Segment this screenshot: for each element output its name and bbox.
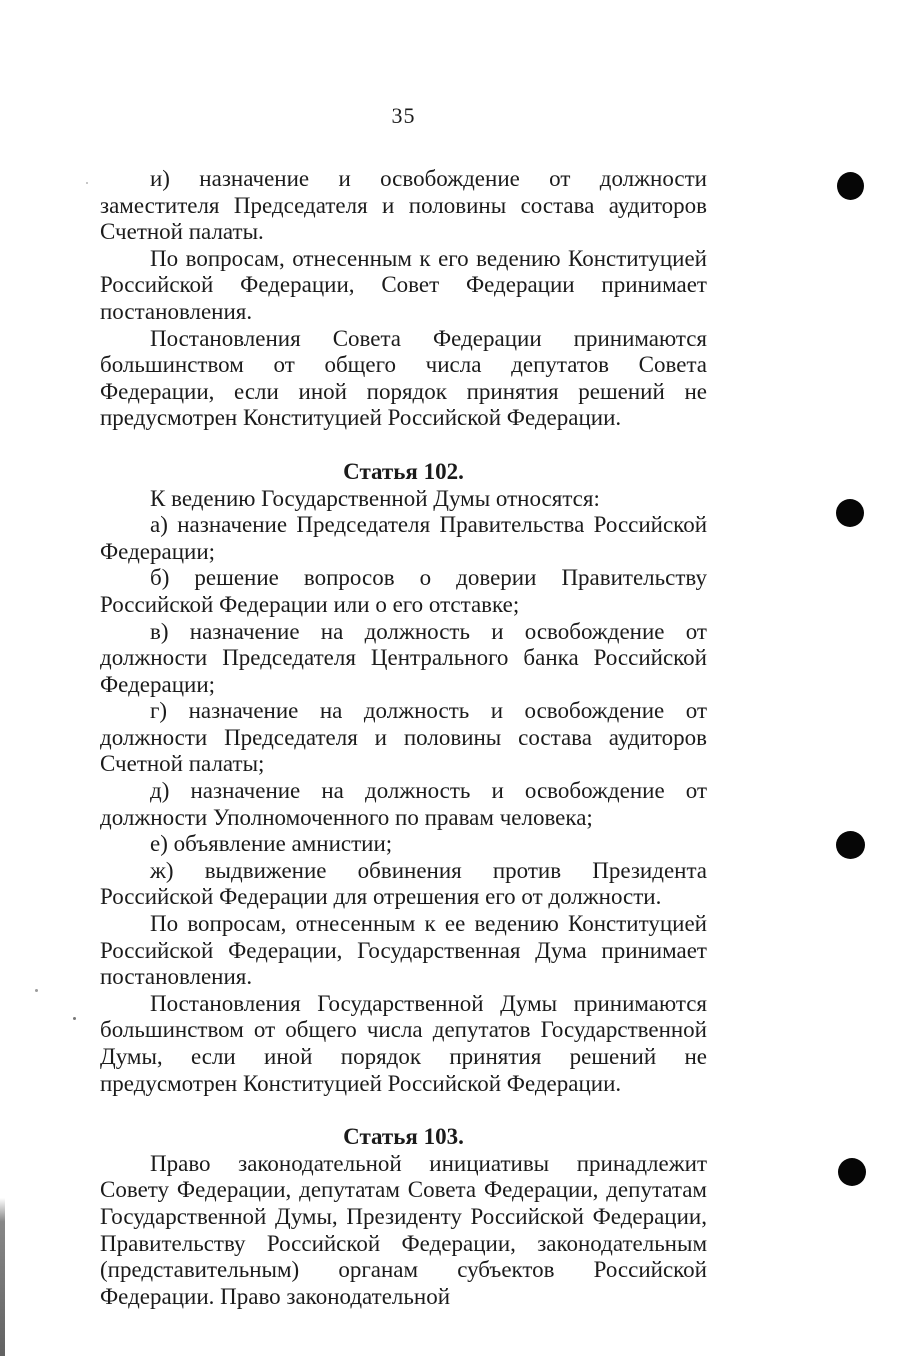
paragraph-duma-jurisdiction: К ведению Государственной Думы относятся: xyxy=(150,485,600,511)
article-102-heading: Статья 102. xyxy=(343,458,464,484)
paragraph-item-zh: ж) выдвижение обвинения против Президента Российской Федерации для отрешения его от должности. xyxy=(100,857,707,910)
binder-hole-dot xyxy=(836,499,864,527)
article-103-heading: Статья 103. xyxy=(343,1124,464,1150)
paragraph-item-g: г) назначение на должность и освобождение от должности Председателя и половины состава аудиторов Счетной палаты; xyxy=(100,698,707,777)
paragraph-council-questions: По вопросам, отнесенным к его ведению Конституцией Российской Федерации, Совет Федерации принимает постановления. xyxy=(100,245,707,324)
scan-noise-speck xyxy=(86,182,88,184)
paragraph-item-b: б) решение вопросов о доверии Правительству Российской Федерации или о его отставке; xyxy=(100,565,707,617)
page-number: 35 xyxy=(391,103,416,128)
paragraph-item-a: а) назначение Председателя Правительства Российской Федерации; xyxy=(100,512,707,564)
paragraph-item-e: е) объявление амнистии; xyxy=(150,831,393,857)
paragraph-duma-resolutions: Постановления Государственной Думы принимаются большинством от общего числа депутатов Государственной Думы, если иной порядок принятия решений не предусмотрен Конституцией Российской Федерации. xyxy=(100,990,707,1096)
scan-noise-speck xyxy=(35,989,38,992)
document-text-block xyxy=(100,166,707,1310)
paragraph-legislative-initiative: Право законодательной инициативы принадлежит Совету Федерации, депутатам Совета Федерации, депутатам Государственной Думы, Президенту Российской Федерации, Правительству Российской Федерации, законодательным (представительным) органам субъектов Российской Федерации. Право законодательной xyxy=(100,1150,707,1309)
scan-noise-speck xyxy=(73,1017,76,1020)
binder-hole-dot xyxy=(837,172,864,200)
paragraph-item-d: д) назначение на должность и освобождение от должности Уполномоченного по правам человека; xyxy=(100,778,707,830)
binder-hole-dot xyxy=(836,831,865,859)
paragraph-item-i: и) назначение и освобождение от должности заместителя Председателя и половины состава аудиторов Счетной палаты. xyxy=(100,166,707,245)
scan-edge-artifact xyxy=(0,1198,5,1356)
binder-hole-dot xyxy=(838,1158,866,1186)
paragraph-council-resolutions: Постановления Совета Федерации принимаются большинством от общего числа депутатов Совета Федерации, если иной порядок принятия решений не предусмотрен Конституцией Российской Федерации. xyxy=(100,325,707,431)
paragraph-item-v: в) назначение на должность и освобождение от должности Председателя Центрального банка Российской Федерации; xyxy=(100,618,707,697)
paragraph-duma-questions: По вопросам, отнесенным к ее ведению Конституцией Российской Федерации, Государственная Дума принимает постановления. xyxy=(100,911,707,990)
